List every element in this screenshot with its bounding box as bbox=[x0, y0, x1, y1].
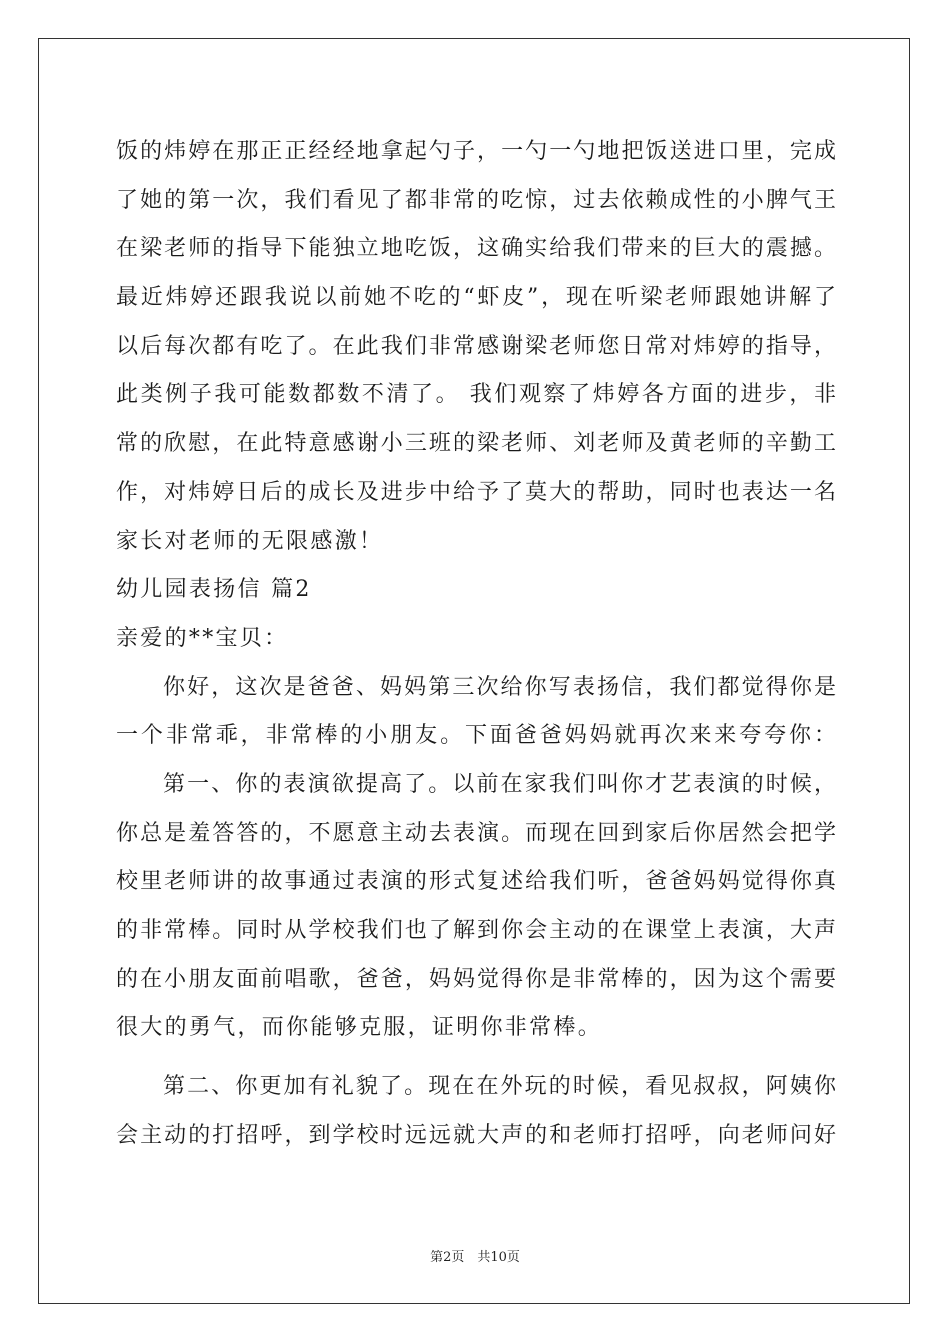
letter-greeting: 亲爱的**宝贝： bbox=[116, 625, 289, 651]
text-line: 校里老师讲的故事通过表演的形式复述给我们听，爸爸妈妈觉得你真 bbox=[116, 869, 836, 895]
text-line: 第二、你更加有礼貌了。现在在外玩的时候，看见叔叔，阿姨你 bbox=[163, 1074, 836, 1100]
text-line: 以后每次都有吃了。在此我们非常感谢梁老师您日常对炜婷的指导， bbox=[116, 333, 836, 359]
text-line: 此类例子我可能数都数不清了。 我们观察了炜婷各方面的进步，非 bbox=[116, 382, 836, 408]
text-line: 在梁老师的指导下能独立地吃饭，这确实给我们带来的巨大的震撼。 bbox=[116, 236, 836, 262]
text-line: 的在小朋友面前唱歌，爸爸，妈妈觉得你是非常棒的，因为这个需要 bbox=[116, 966, 836, 992]
section-heading: 幼儿园表扬信 篇2 bbox=[116, 577, 312, 603]
paragraph-1 bbox=[116, 128, 836, 566]
text-line: 很大的勇气，而你能够克服，证明你非常棒。 bbox=[116, 1015, 603, 1041]
text-line: 常的欣慰，在此特意感谢小三班的梁老师、刘老师及黄老师的辛勤工 bbox=[116, 431, 836, 457]
text-line: 第一、你的表演欲提高了。以前在家我们叫你才艺表演的时候， bbox=[163, 771, 836, 797]
paragraph-3 bbox=[116, 761, 836, 1053]
text-line: 了她的第一次，我们看见了都非常的吃惊，过去依赖成性的小脾气王 bbox=[116, 187, 836, 213]
text-line: 会主动的打招呼，到学校时远远就大声的和老师打招呼，向老师问好 bbox=[116, 1122, 836, 1148]
text-line: 一个非常乖，非常棒的小朋友。下面爸爸妈妈就再次来来夸夸你： bbox=[116, 723, 836, 749]
text-line: 家长对老师的无限感激！ bbox=[116, 528, 384, 554]
text-line: 饭的炜婷在那正正经经地拿起勺子，一勺一勺地把饭送进口里，完成 bbox=[116, 139, 836, 164]
text-line: 你好，这次是爸爸、妈妈第三次给你写表扬信，我们都觉得你是 bbox=[163, 674, 836, 700]
text-line: 的非常棒。同时从学校我们也了解到你会主动的在课堂上表演，大声 bbox=[116, 918, 836, 943]
paragraph-4 bbox=[116, 1063, 836, 1160]
paragraph-2 bbox=[116, 664, 836, 761]
text-line: 最近炜婷还跟我说以前她不吃的“虾皮”，现在听梁老师跟她讲解了 bbox=[116, 285, 836, 311]
document-body bbox=[116, 128, 836, 1160]
page-number: 第2页 共10页 bbox=[430, 1250, 520, 1265]
text-line: 你总是羞答答的，不愿意主动去表演。而现在回到家后你居然会把学 bbox=[116, 820, 836, 846]
text-line: 作，对炜婷日后的成长及进步中给予了莫大的帮助，同时也表达一名 bbox=[116, 479, 836, 505]
